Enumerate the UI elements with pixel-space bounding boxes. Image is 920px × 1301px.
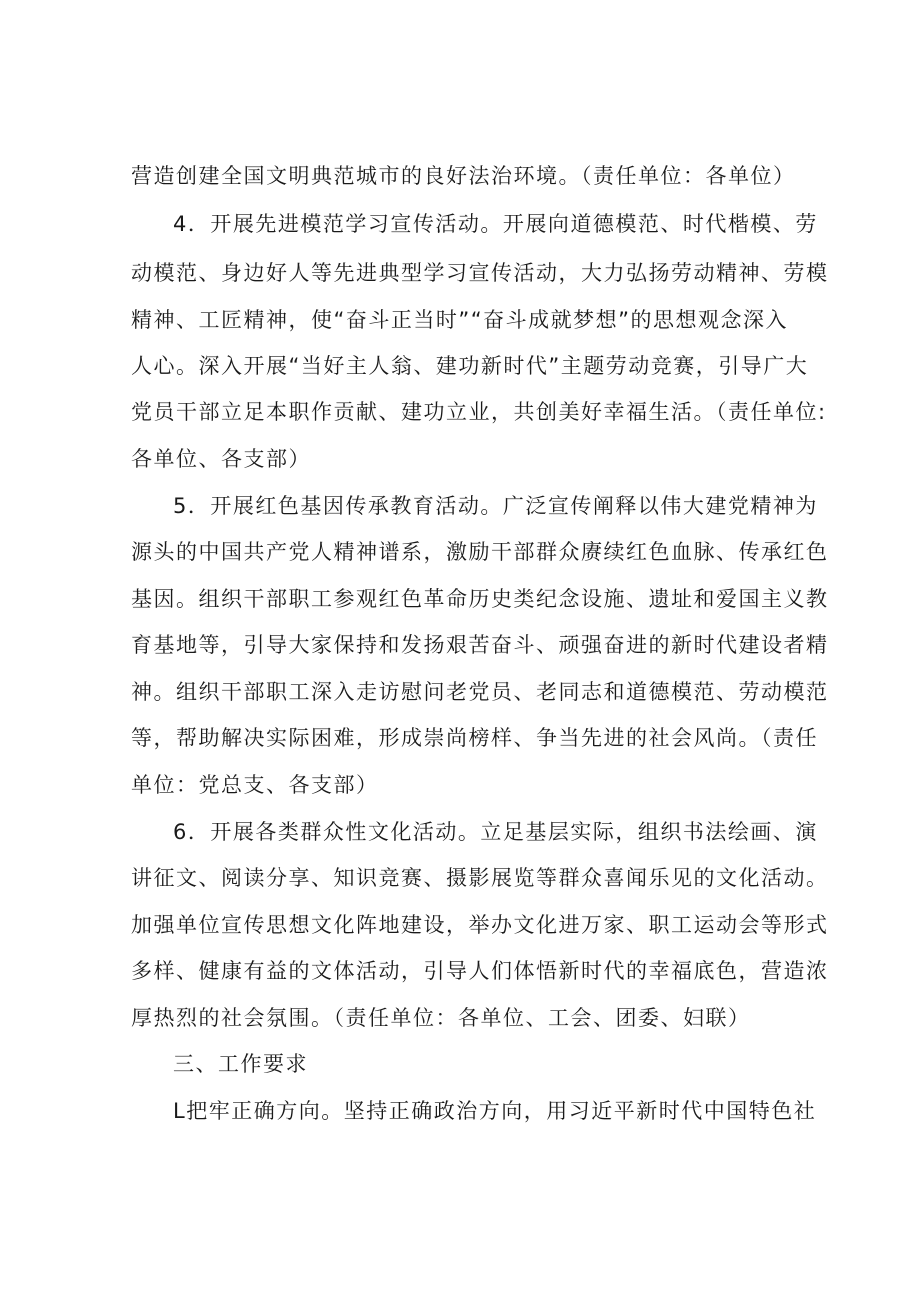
body-text-line bbox=[0, 392, 920, 432]
item-5-heading-line bbox=[0, 486, 920, 526]
item-5-text: 基因。组织干部职工参观红色革命历史类纪念设施、遗址和爱国主义教 bbox=[131, 587, 829, 611]
body-text-line bbox=[0, 951, 920, 991]
item-4-heading-line bbox=[0, 204, 920, 244]
body-text-line bbox=[0, 156, 920, 196]
body-text-line bbox=[0, 718, 920, 758]
body-text-line bbox=[0, 439, 920, 479]
item-6-text: 6．开展各类群众性文化活动。立足基层实际，组织书法绘画、演 bbox=[173, 820, 818, 844]
item-5-text: 5．开展红色基因传承教育活动。广泛宣传阐释以伟大建党精神为 bbox=[173, 494, 818, 518]
body-text-line bbox=[0, 253, 920, 293]
item-6-text: 讲征文、阅读分享、知识竞赛、摄影展览等群众喜闻乐见的文化活动。 bbox=[131, 866, 829, 890]
item-4-text: 动模范、身边好人等先进典型学习宣传活动，大力弘扬劳动精神、劳模 bbox=[131, 261, 829, 285]
item-5-text: 神。组织干部职工深入走访慰问老党员、老同志和道德模范、劳动模范 bbox=[131, 680, 829, 704]
body-text-line bbox=[0, 998, 920, 1038]
item-4-text: 党员干部立足本职作贡献、建功立业，共创美好幸福生活。（责任单位: bbox=[131, 400, 827, 424]
body-text-line bbox=[0, 625, 920, 665]
item-4-text: 精神、工匠精神，使“奋斗正当时”“奋斗成就梦想”的思想观念深入 bbox=[131, 308, 789, 332]
body-text-line bbox=[0, 858, 920, 898]
item-5-text: 源头的中国共产党人精神谱系，激励干部群众赓续红色血脉、传承红色 bbox=[131, 540, 829, 564]
body-text-line bbox=[0, 579, 920, 619]
item-5-text: 育基地等，引导大家保持和发扬艰苦奋斗、顽强奋进的新时代建设者精 bbox=[131, 633, 829, 657]
body-text-line bbox=[0, 346, 920, 386]
item-6-heading-line bbox=[0, 812, 920, 852]
body-text-line bbox=[0, 532, 920, 572]
body-text-line bbox=[0, 765, 920, 805]
item-4-text: 4．开展先进模范学习宣传活动。开展向道德模范、时代楷模、劳 bbox=[173, 212, 818, 236]
requirement-1-text: L把牢正确方向。坚持正确政治方向，用习近平新时代中国特色社 bbox=[173, 1099, 817, 1123]
section-heading-line bbox=[0, 1044, 920, 1084]
paragraph-continuation-text: 营造创建全国文明典范城市的良好法治环境。（责任单位：各单位） bbox=[131, 164, 796, 188]
item-6-text: 加强单位宣传思想文化阵地建设，举办文化进万家、职工运动会等形式 bbox=[131, 913, 829, 937]
item-6-text: 多样、健康有益的文体活动，引导人们体悟新时代的幸福底色，营造浓 bbox=[131, 959, 829, 983]
body-text-line bbox=[0, 905, 920, 945]
item-4-text: 人心。深入开展“当好主人翁、建功新时代”主题劳动竞赛，引导广大 bbox=[131, 354, 809, 378]
item-5-text: 等，帮助解决实际困难，形成崇尚榜样、争当先进的社会风尚。（责任 bbox=[131, 726, 818, 750]
item-6-text: 厚热烈的社会氛围。（责任单位：各单位、工会、团委、妇联） bbox=[131, 1006, 751, 1030]
body-text-line bbox=[0, 300, 920, 340]
item-5-text: 单位：党总支、各支部） bbox=[131, 773, 379, 797]
item-4-text: 各单位、各支部） bbox=[131, 447, 311, 471]
requirement-1-line bbox=[0, 1091, 920, 1131]
body-text-line bbox=[0, 672, 920, 712]
section-3-heading: 三、工作要求 bbox=[173, 1052, 308, 1076]
